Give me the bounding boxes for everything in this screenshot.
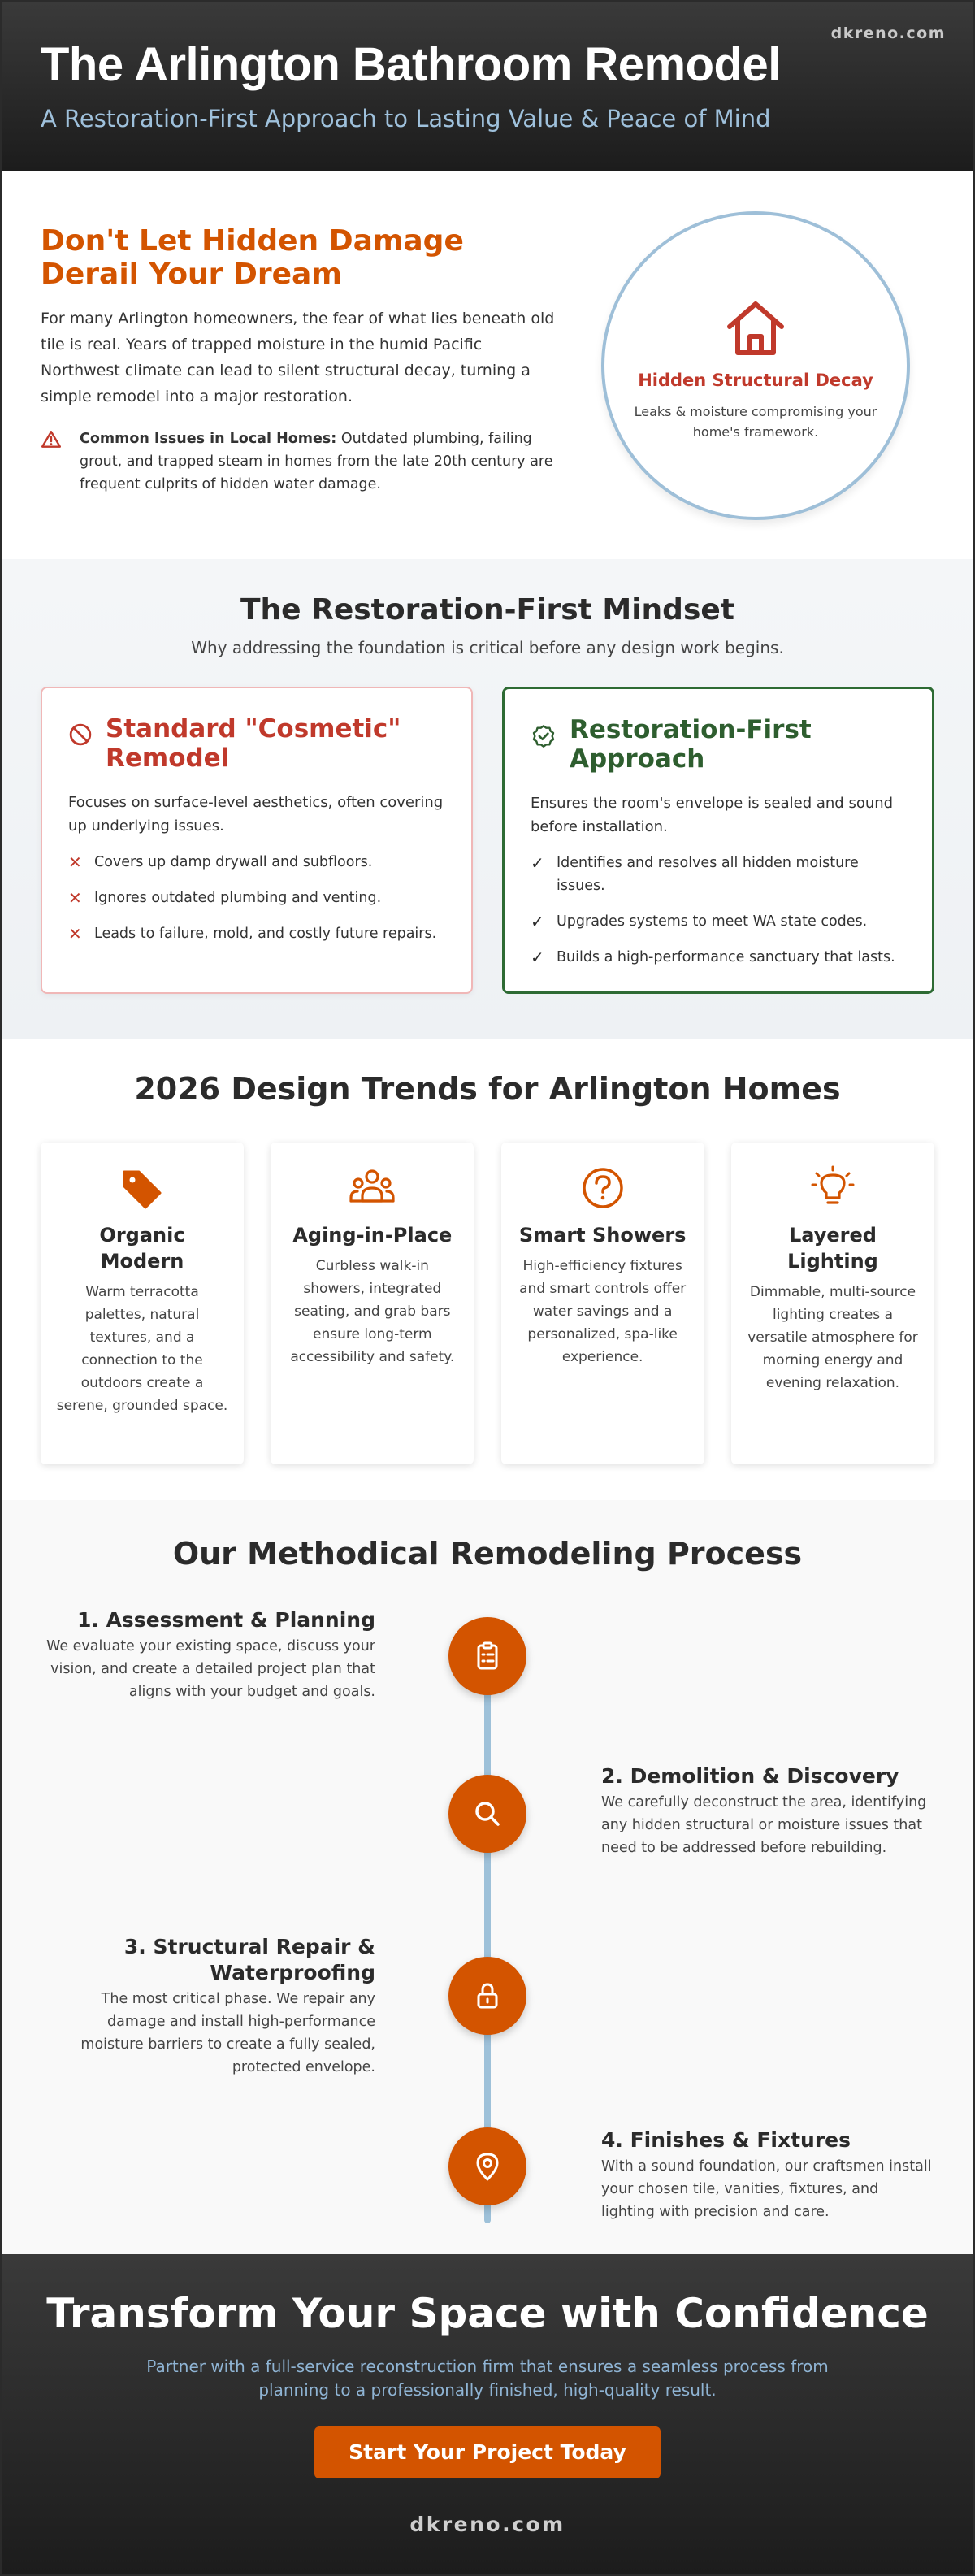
x-icon: ✕	[68, 888, 82, 908]
tag-icon	[119, 1165, 165, 1211]
step-title: 2. Demolition & Discovery	[601, 1764, 899, 1788]
trend-text: Curbless walk-in showers, integrated seating, and grab bars ensure long-term accessibility and safety.	[290, 1258, 455, 1365]
issue-text: Outdated plumbing, failing grout, and trapped steam in homes from the late 20th century are frequent culprits of hidden water damage.	[80, 431, 553, 492]
common-issues-note	[41, 427, 561, 496]
step-title: 4. Finishes & Fixtures	[601, 2128, 852, 2152]
callout-text: Leaks & moisture compromising your home's framework.	[634, 404, 878, 440]
intro-section	[2, 171, 973, 559]
restoration-first-card	[502, 687, 934, 994]
check-icon: ✓	[531, 948, 544, 967]
footer-text: Partner with a full-service reconstruction firm that ensures a seamless process from planning to a professionally finished, high-quality result.	[146, 2357, 829, 2400]
trend-title: Layered Lighting	[787, 1224, 878, 1273]
trend-card-layered-lighting	[731, 1143, 934, 1464]
restoration-card-description: Ensures the room's envelope is sealed and sound before installation.	[531, 795, 894, 835]
header-site-name: dkreno.com	[830, 24, 946, 42]
page-subtitle: A Restoration-First Approach to Lasting Value & Peace of Mind	[41, 105, 771, 132]
trend-title: Smart Showers	[518, 1224, 687, 1247]
trend-card-aging-in-place	[271, 1143, 474, 1464]
step-4-node	[448, 2127, 526, 2205]
list-item: ✕ Leads to failure, mold, and costly future repairs.	[68, 924, 437, 943]
map-pin-icon	[471, 2150, 504, 2183]
process-section	[2, 1500, 973, 2254]
trend-text: High-efficiency fixtures and smart controls offer water savings and a personalized, spa-like experience.	[519, 1258, 687, 1365]
x-icon: ✕	[68, 852, 82, 872]
step-3-node	[448, 1957, 526, 2035]
trend-text: Warm terracotta palettes, natural textures, and a connection to the outdoors create a serene, grounded space.	[56, 1284, 228, 1414]
step-2-node	[448, 1775, 526, 1853]
process-step-2	[601, 1763, 936, 1859]
trend-text: Dimmable, multi-source lighting creates a versatile atmosphere for morning energy and evening relaxation.	[748, 1284, 918, 1391]
standard-card-description: Focuses on surface-level aesthetics, often covering up underlying issues.	[68, 794, 444, 835]
page-header	[2, 2, 973, 171]
trend-title: Organic Modern	[99, 1224, 185, 1273]
house-icon	[723, 296, 788, 361]
step-text: We evaluate your existing space, discuss your vision, and create a detailed project plan that aligns with your budget and goals.	[46, 1638, 375, 1700]
page-title: The Arlington Bathroom Remodel	[41, 38, 781, 91]
footer-site-name[interactable]: dkreno.com	[410, 2513, 566, 2536]
step-text: The most critical phase. We repair any damage and install high-performance moisture barriers to create a fully sealed, protected envelope.	[80, 1991, 375, 2075]
list-item: ✕ Ignores outdated plumbing and venting.	[68, 888, 382, 908]
design-trends-section	[2, 1039, 973, 1500]
process-heading: Our Methodical Remodeling Process	[172, 1536, 803, 1572]
step-1-node	[448, 1617, 526, 1695]
callout-title: Hidden Structural Decay	[638, 371, 873, 390]
list-item: ✓ Upgrades systems to meet WA state codes.	[531, 912, 868, 931]
trends-heading: 2026 Design Trends for Arlington Homes	[134, 1071, 841, 1107]
trend-card-smart-showers	[501, 1143, 704, 1464]
check-icon: ✓	[531, 853, 544, 873]
trend-title: Aging-in-Place	[292, 1224, 453, 1247]
question-icon	[580, 1165, 626, 1211]
step-title: 3. Structural Repair & Waterproofing	[124, 1935, 375, 1984]
restoration-card-title: Restoration-First Approach	[570, 715, 812, 774]
x-icon: ✕	[68, 924, 82, 943]
ban-icon	[68, 722, 93, 747]
users-icon	[348, 1165, 396, 1211]
check-icon: ✓	[531, 912, 544, 931]
process-step-3	[41, 1934, 375, 2079]
warning-icon	[41, 429, 62, 450]
process-step-1	[41, 1607, 375, 1703]
step-text: We carefully deconstruct the area, identifying any hidden structural or moisture issues that need to be addressed before rebuilding.	[601, 1794, 927, 1856]
lock-icon	[471, 1980, 504, 2012]
footer-heading: Transform Your Space with Confidence	[46, 2290, 929, 2337]
list-item: ✓ Identifies and resolves all hidden moisture issues.	[531, 852, 906, 897]
search-icon	[471, 1798, 504, 1830]
trend-card-organic-modern	[41, 1143, 244, 1464]
intro-heading: Don't Let Hidden Damage Derail Your Dream	[41, 224, 464, 291]
hidden-decay-callout	[601, 211, 910, 520]
issue-label: Common Issues in Local Homes:	[80, 431, 337, 447]
mindset-section	[2, 559, 973, 1039]
list-item: ✕ Covers up damp drywall and subfloors.	[68, 852, 373, 872]
process-step-4	[601, 2127, 936, 2223]
mindset-subheading: Why addressing the foundation is critical before any design work begins.	[191, 638, 784, 657]
standard-remodel-card	[41, 687, 473, 994]
intro-paragraph: For many Arlington homeowners, the fear of what lies beneath old tile is real. Years of trapped moisture in the humid Pacific Northwest climate can lead to silent structural decay, turning a simple remodel into a major restoration.	[41, 310, 555, 405]
list-item: ✓ Builds a high-performance sanctuary that lasts.	[531, 948, 895, 967]
start-project-button[interactable]: Start Your Project Today	[314, 2426, 661, 2478]
lightbulb-icon	[810, 1165, 856, 1211]
clipboard-icon	[471, 1640, 504, 1672]
step-text: With a sound foundation, our craftsmen install your chosen tile, vanities, fixtures, and lighting with precision and care.	[601, 2158, 932, 2220]
mindset-heading: The Restoration-First Mindset	[240, 593, 734, 627]
cta-footer	[2, 2254, 973, 2576]
step-title: 1. Assessment & Planning	[76, 1608, 375, 1632]
shield-check-icon	[531, 723, 557, 749]
standard-card-title: Standard "Cosmetic" Remodel	[106, 714, 401, 773]
